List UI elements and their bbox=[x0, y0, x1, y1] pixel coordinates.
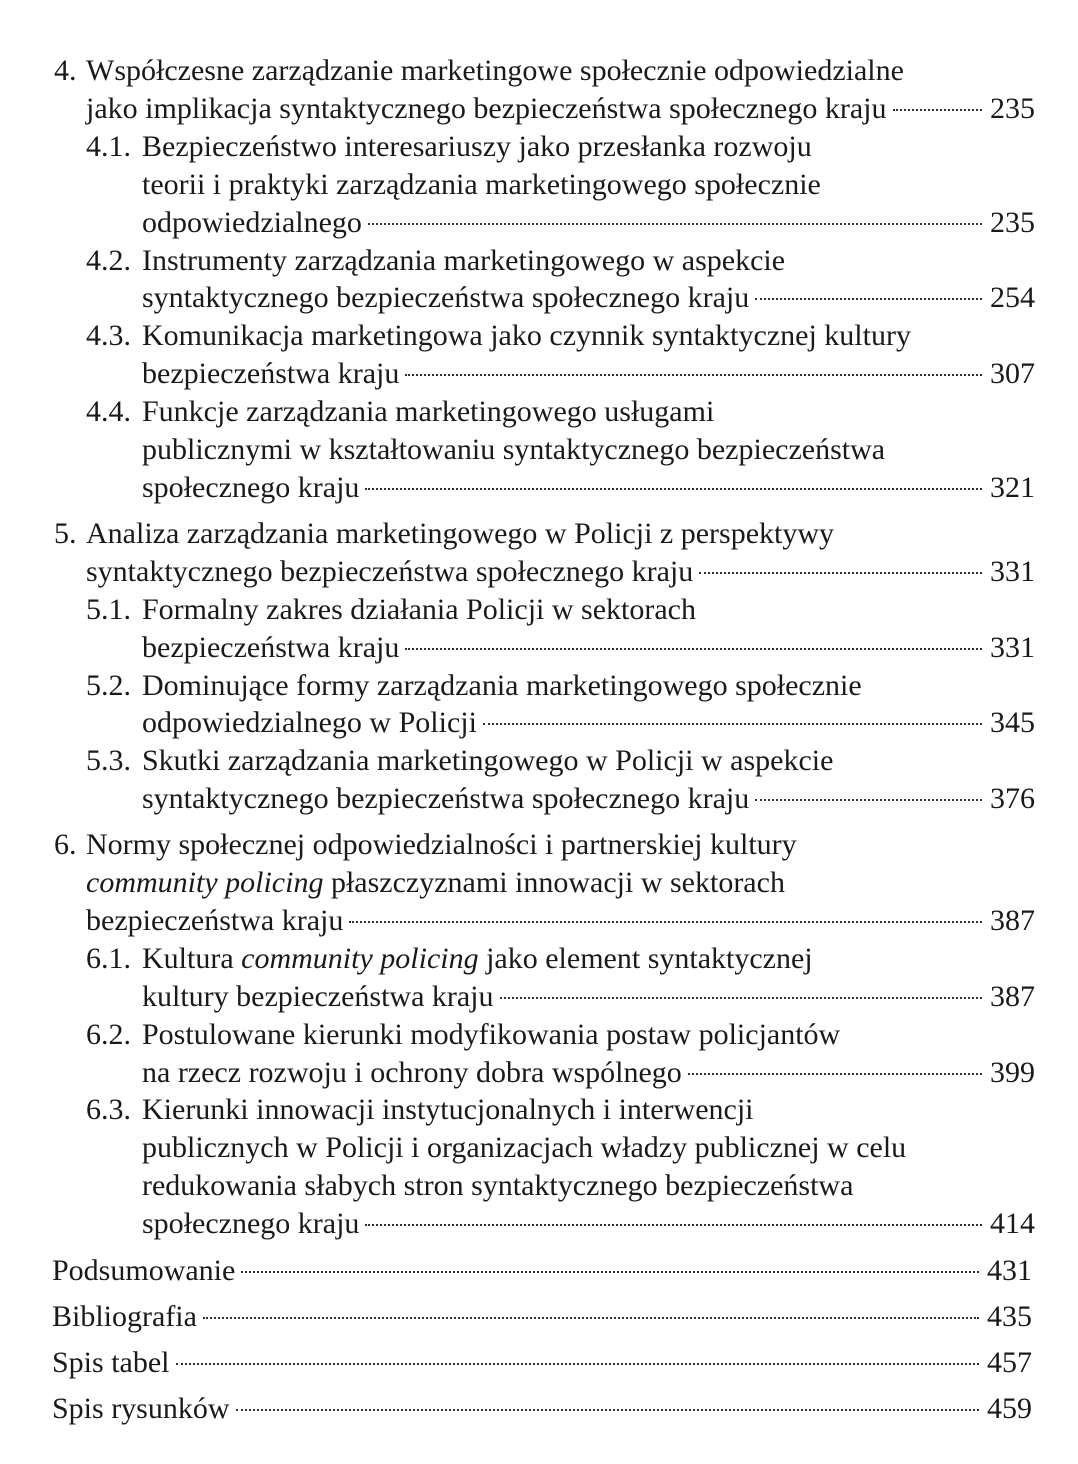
toc-section-5-1[interactable] bbox=[0, 591, 1078, 667]
chapter-title-line: Analiza zarządzania marketingowego w Policji z perspektywy bbox=[86, 516, 835, 550]
section-title-line: bezpieczeństwa kraju bbox=[142, 357, 400, 391]
section-title-line: społecznego kraju bbox=[142, 1207, 360, 1241]
page-number: 321 bbox=[990, 470, 1035, 504]
toc-section-6-1[interactable] bbox=[0, 940, 1078, 1016]
dot-leader bbox=[688, 1073, 982, 1075]
section-title-line: Dominujące formy zarządzania marketingowego społecznie bbox=[142, 668, 862, 702]
page-number: 431 bbox=[987, 1254, 1032, 1288]
chapter-number: 6. bbox=[54, 828, 77, 862]
section-title-line: syntaktycznego bezpieczeństwa społecznego kraju bbox=[142, 281, 750, 315]
section-number: 4.1. bbox=[86, 129, 131, 163]
chapter-title-line: syntaktycznego bezpieczeństwa społecznego kraju bbox=[86, 554, 694, 588]
chapter-title-line: jako implikacja syntaktycznego bezpieczeństwa społecznego kraju bbox=[86, 91, 887, 125]
section-number: 4.2. bbox=[86, 243, 131, 277]
section-title-line: Funkcje zarządzania marketingowego usługami bbox=[142, 395, 715, 429]
dot-leader bbox=[405, 374, 982, 376]
dot-leader bbox=[405, 648, 982, 650]
dot-leader bbox=[483, 723, 982, 725]
section-number: 4.4. bbox=[86, 395, 131, 429]
section-title-line: Bezpieczeństwo interesariuszy jako przesłanka rozwoju bbox=[142, 129, 812, 163]
toc-section-4-2[interactable] bbox=[0, 242, 1078, 318]
section-number: 5.2. bbox=[86, 668, 131, 702]
toc-chapter-4[interactable] bbox=[0, 52, 1078, 128]
toc-chapter-5[interactable] bbox=[0, 515, 1078, 591]
chapter-number: 4. bbox=[54, 54, 77, 87]
table-of-contents bbox=[0, 52, 1078, 1428]
chapter-title-line: Normy społecznej odpowiedzialności i partnerskiej kultury bbox=[86, 828, 797, 862]
section-title-line: Instrumenty zarządzania marketingowego w aspekcie bbox=[142, 243, 786, 277]
toc-section-5-3[interactable] bbox=[0, 742, 1078, 818]
page-number: 457 bbox=[987, 1345, 1032, 1379]
chapter-title-line bbox=[86, 864, 785, 902]
section-title-line: redukowania słabych stron syntaktycznego bezpieczeństwa bbox=[142, 1169, 854, 1203]
page-number: 235 bbox=[990, 205, 1035, 239]
chapter-title-line: bezpieczeństwa kraju bbox=[86, 903, 344, 937]
chapter-number: 5. bbox=[54, 516, 77, 550]
page-number: 235 bbox=[990, 91, 1035, 125]
dot-leader bbox=[365, 1224, 982, 1226]
page-number: 331 bbox=[990, 630, 1035, 664]
dot-leader bbox=[365, 488, 982, 490]
title-text: płaszczyznami innowacji w sektorach bbox=[323, 866, 785, 900]
section-number: 6.1. bbox=[86, 941, 131, 975]
toc-back-podsumowanie[interactable] bbox=[0, 1252, 1078, 1290]
page-number: 414 bbox=[990, 1207, 1035, 1241]
toc-section-5-2[interactable] bbox=[0, 667, 1078, 743]
section-number: 4.3. bbox=[86, 319, 131, 353]
section-title-line: syntaktycznego bezpieczeństwa społecznego kraju bbox=[142, 782, 750, 816]
page-number: 387 bbox=[990, 903, 1035, 937]
dot-leader bbox=[349, 921, 982, 923]
section-title-line: odpowiedzialnego bbox=[142, 205, 362, 239]
section-title-line: Kierunki innowacji instytucjonalnych i interwencji bbox=[142, 1093, 754, 1127]
dot-leader bbox=[241, 1271, 979, 1273]
toc-back-bibliografia[interactable] bbox=[0, 1298, 1078, 1336]
italic-term: community policing bbox=[241, 941, 479, 975]
section-title-line: Komunikacja marketingowa jako czynnik syntaktycznej kultury bbox=[142, 319, 911, 353]
dot-leader bbox=[893, 109, 982, 111]
page-number: 376 bbox=[990, 782, 1035, 816]
section-title-line: publicznymi w kształtowaniu syntaktycznego bezpieczeństwa bbox=[142, 433, 886, 467]
toc-section-6-2[interactable] bbox=[0, 1016, 1078, 1092]
section-title-line: publicznych w Policji i organizacjach władzy publicznej w celu bbox=[142, 1131, 907, 1165]
page-number: 254 bbox=[990, 281, 1035, 315]
dot-leader bbox=[176, 1363, 980, 1365]
dot-leader bbox=[368, 223, 982, 225]
chapter-title-line: Współczesne zarządzanie marketingowe społecznie odpowiedzialne bbox=[86, 54, 904, 87]
toc-section-4-3[interactable] bbox=[0, 317, 1078, 393]
dot-leader bbox=[755, 298, 982, 300]
page-number: 387 bbox=[990, 979, 1035, 1013]
section-number: 6.2. bbox=[86, 1017, 131, 1051]
back-matter-title: Bibliografia bbox=[52, 1300, 197, 1333]
page-number: 331 bbox=[990, 554, 1035, 588]
section-title-line: społecznego kraju bbox=[142, 470, 360, 504]
section-title-line bbox=[142, 940, 813, 978]
page-number: 435 bbox=[987, 1300, 1032, 1333]
toc-section-6-3[interactable] bbox=[0, 1091, 1078, 1243]
section-title-line: Postulowane kierunki modyfikowania postaw policjantów bbox=[142, 1017, 841, 1051]
dot-leader bbox=[500, 997, 982, 999]
title-text: Kultura bbox=[142, 941, 242, 975]
page-number: 345 bbox=[990, 706, 1035, 740]
back-matter-title: Podsumowanie bbox=[52, 1254, 236, 1288]
section-title-line: kultury bezpieczeństwa kraju bbox=[142, 979, 494, 1013]
back-matter-title: Spis tabel bbox=[52, 1345, 170, 1379]
section-title-line: Formalny zakres działania Policji w sektorach bbox=[142, 592, 696, 626]
section-title-line: teorii i praktyki zarządzania marketingowego społecznie bbox=[142, 167, 821, 201]
dot-leader bbox=[755, 799, 982, 801]
section-title-line: bezpieczeństwa kraju bbox=[142, 630, 400, 664]
dot-leader bbox=[699, 572, 982, 574]
section-number: 5.1. bbox=[86, 592, 131, 626]
section-title-line: Skutki zarządzania marketingowego w Policji w aspekcie bbox=[142, 744, 834, 778]
toc-back-spis-rysunkow[interactable] bbox=[0, 1390, 1078, 1428]
page-number: 399 bbox=[990, 1055, 1035, 1089]
dot-leader bbox=[203, 1317, 979, 1319]
section-number: 5.3. bbox=[86, 744, 131, 778]
toc-section-4-4[interactable] bbox=[0, 393, 1078, 507]
section-title-line: na rzecz rozwoju i ochrony dobra wspólnego bbox=[142, 1055, 682, 1089]
toc-back-spis-tabel[interactable] bbox=[0, 1344, 1078, 1382]
title-text: jako element syntaktycznej bbox=[478, 941, 813, 975]
section-title-line: odpowiedzialnego w Policji bbox=[142, 706, 477, 740]
page-number: 307 bbox=[990, 357, 1035, 391]
toc-chapter-6[interactable] bbox=[0, 826, 1078, 940]
toc-section-4-1[interactable] bbox=[0, 128, 1078, 242]
section-number: 6.3. bbox=[86, 1093, 131, 1127]
back-matter-title: Spis rysunków bbox=[52, 1391, 230, 1425]
italic-term: community policing bbox=[86, 866, 324, 900]
page-number: 459 bbox=[987, 1391, 1032, 1425]
dot-leader bbox=[236, 1409, 979, 1411]
